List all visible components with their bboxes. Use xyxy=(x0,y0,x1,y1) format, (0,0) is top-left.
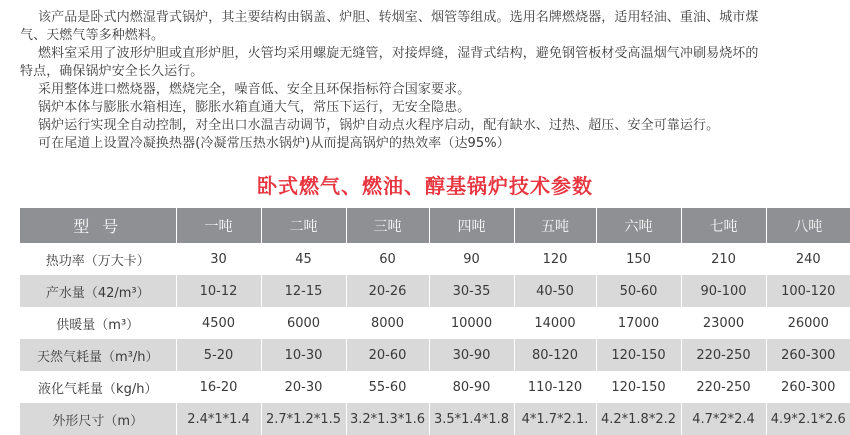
table-cell: 210 xyxy=(681,243,766,275)
description-line: 锅炉本体与膨胀水箱相连，膨胀水箱直通大气，常压下运行，无安全隐患。 xyxy=(38,100,471,115)
row-label: 液化气耗量（kg/h） xyxy=(20,371,176,403)
table-cell: 150 xyxy=(596,243,681,275)
table-cell: 45 xyxy=(261,243,346,275)
description-line: 可在尾道上设置冷凝换热器(冷凝常压热水锅炉)从而提高锅炉的热效率（达95%） xyxy=(38,136,510,151)
row-label: 产水量（42/m³） xyxy=(20,275,176,307)
table-cell: 120 xyxy=(514,243,596,275)
table-cell: 6000 xyxy=(261,307,346,339)
table-cell: 20-60 xyxy=(346,339,429,371)
table-row xyxy=(20,339,850,371)
table-cell: 90 xyxy=(429,243,514,275)
table-cell: 16-20 xyxy=(176,371,261,403)
table-cell: 90-100 xyxy=(681,275,766,307)
table-cell: 14000 xyxy=(514,307,596,339)
table-cell: 100-120 xyxy=(766,275,850,307)
model-header-cell: 七吨 xyxy=(681,208,766,243)
table-cell: 50-60 xyxy=(596,275,681,307)
table-cell: 55-60 xyxy=(346,371,429,403)
model-header-cell: 一吨 xyxy=(176,208,261,243)
row-label: 热功率（万大卡） xyxy=(20,243,176,275)
table-row xyxy=(20,243,850,275)
table-cell: 20-30 xyxy=(261,371,346,403)
table-cell: 4.2*1.8*2.2 xyxy=(596,403,681,435)
table-cell: 260-300 xyxy=(766,371,850,403)
table-cell: 10-12 xyxy=(176,275,261,307)
spec-table xyxy=(20,208,850,435)
model-header-cell: 六吨 xyxy=(596,208,681,243)
table-cell: 20-26 xyxy=(346,275,429,307)
product-description xyxy=(0,0,850,166)
table-cell: 8000 xyxy=(346,307,429,339)
table-cell: 30-90 xyxy=(429,339,514,371)
table-cell: 120-150 xyxy=(596,339,681,371)
table-row xyxy=(20,307,850,339)
table-cell: 220-250 xyxy=(681,371,766,403)
row-label: 外形尺寸（m） xyxy=(20,403,176,435)
model-header-cell: 二吨 xyxy=(261,208,346,243)
table-title: 卧式燃气、燃油、醇基锅炉技术参数 xyxy=(257,174,593,198)
model-header-cell: 八吨 xyxy=(766,208,850,243)
table-header-row xyxy=(20,208,850,243)
description-line: 燃料室采用了波形炉胆或直形炉胆，火管均采用螺旋无缝管，对接焊缝，湿背式结构，避免钢管板材受高温烟气冲刷易烧坏的 xyxy=(38,46,759,61)
table-cell: 26000 xyxy=(766,307,850,339)
table-cell: 30 xyxy=(176,243,261,275)
table-cell: 120-150 xyxy=(596,371,681,403)
table-row xyxy=(20,371,850,403)
table-cell: 240 xyxy=(766,243,850,275)
table-cell: 4*1.7*2.1. xyxy=(514,403,596,435)
table-row xyxy=(20,403,850,435)
row-label: 供暖量（m³） xyxy=(20,307,176,339)
table-cell: 10000 xyxy=(429,307,514,339)
table-cell: 40-50 xyxy=(514,275,596,307)
table-cell: 2.7*1.2*1.5 xyxy=(261,403,346,435)
table-cell: 23000 xyxy=(681,307,766,339)
table-cell: 17000 xyxy=(596,307,681,339)
model-header-cell: 四吨 xyxy=(429,208,514,243)
table-cell: 110-120 xyxy=(514,371,596,403)
table-row xyxy=(20,275,850,307)
table-cell: 4.7*2*2.4 xyxy=(681,403,766,435)
table-cell: 60 xyxy=(346,243,429,275)
description-line: 锅炉运行实现全自动控制，对全出口水温吉动调节，锅炉自动点火程序启动，配有缺水、过热、超压、安全可靠运行。 xyxy=(38,118,720,133)
model-header-cell: 五吨 xyxy=(514,208,596,243)
description-line: 特点，确保锅炉安全长久运行。 xyxy=(20,64,204,79)
table-cell: 30-35 xyxy=(429,275,514,307)
model-header-label: 型 号 xyxy=(20,208,176,243)
table-cell: 80-90 xyxy=(429,371,514,403)
table-cell: 260-300 xyxy=(766,339,850,371)
table-cell: 5-20 xyxy=(176,339,261,371)
table-cell: 80-120 xyxy=(514,339,596,371)
table-cell: 2.4*1*1.4 xyxy=(176,403,261,435)
description-line: 采用整体进口燃烧器，燃烧完全，噪音低、安全且环保指标符合国家要求。 xyxy=(38,82,471,97)
table-cell: 10-30 xyxy=(261,339,346,371)
table-cell: 12-15 xyxy=(261,275,346,307)
row-label: 天然气耗量（m³/h） xyxy=(20,339,176,371)
table-cell: 220-250 xyxy=(681,339,766,371)
table-cell: 3.5*1.4*1.8 xyxy=(429,403,514,435)
description-line: 气、天燃气等多种燃料。 xyxy=(20,28,165,43)
table-cell: 3.2*1.3*1.6 xyxy=(346,403,429,435)
description-line: 该产品是卧式内燃湿背式锅炉，其主要结构由锅盖、炉胆、转烟室、烟管等组成。选用名牌燃烧器，适用轻油、重油、城市煤 xyxy=(38,10,759,25)
model-header-cell: 三吨 xyxy=(346,208,429,243)
table-cell: 4500 xyxy=(176,307,261,339)
table-cell: 4.9*2.1*2.6 xyxy=(766,403,850,435)
